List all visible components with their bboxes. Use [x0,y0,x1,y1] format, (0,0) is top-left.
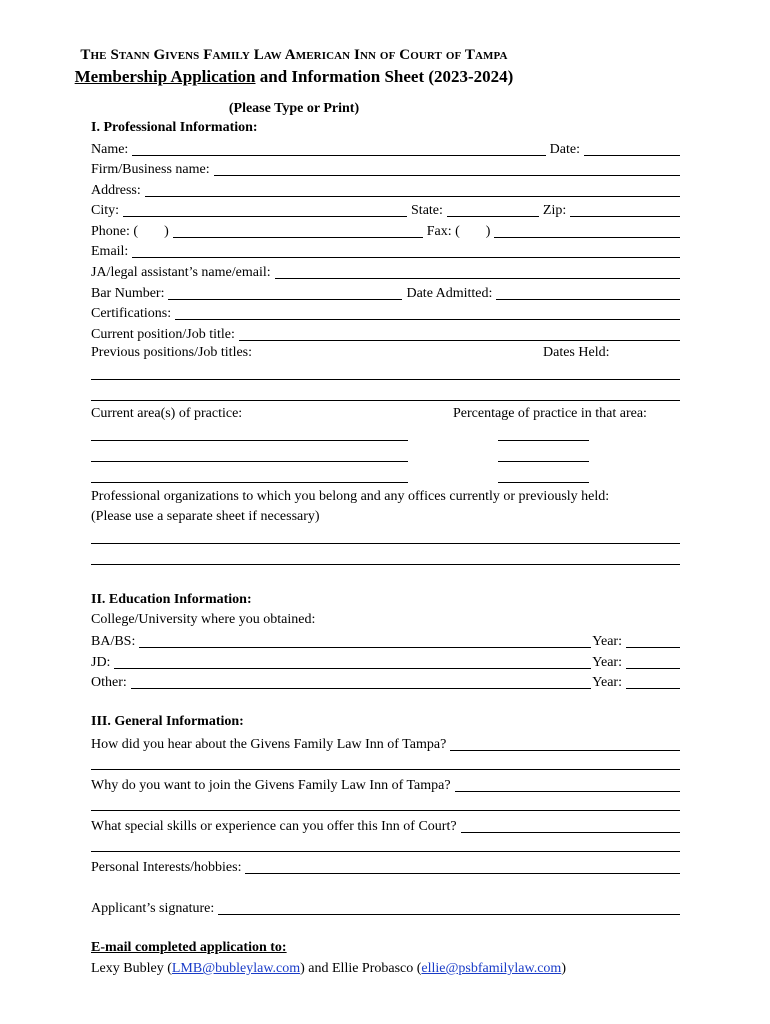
date-field[interactable] [584,142,680,156]
phone-field[interactable] [173,224,423,238]
name-row [91,140,680,158]
dates-held-label: Dates Held: [543,345,610,360]
fax-field[interactable] [494,224,680,238]
practice-area-label: Current area(s) of practice: [91,406,243,421]
percentage-label: Percentage of practice in that area: [453,406,647,421]
q1-line-2[interactable] [91,769,680,770]
address-row [91,181,680,199]
email-row [91,242,680,260]
q1-field[interactable] [450,737,680,751]
contact-name-1: Lexy Bubley ( [91,961,172,976]
contact-mid: ) and Ellie Probasco ( [300,961,422,976]
jd-label: JD: [91,655,111,670]
signature-row [91,899,680,917]
ja-label: JA/legal assistant’s name/email: [91,265,271,280]
phone-label: Phone: ( [91,224,139,239]
ba-year-label: Year: [592,634,622,649]
previous-positions-line-2[interactable] [91,400,680,401]
zip-label: Zip: [542,203,567,218]
q2-field[interactable] [455,778,680,792]
city-field[interactable] [123,203,407,217]
footer-contacts [91,961,566,977]
phone-row [91,222,680,240]
orgs-note: (Please use a separate sheet if necessary) [91,509,320,524]
other-label: Other: [91,675,127,690]
signature-label: Applicant’s signature: [91,901,215,916]
q1-row [91,735,680,753]
q3-line-2[interactable] [91,851,680,852]
jd-year-label: Year: [592,655,622,670]
name-field[interactable] [132,142,545,156]
orgs-label: Professional organizations to which you belong and any offices currently or previously held: [91,489,610,504]
interests-label: Personal Interests/hobbies: [91,860,242,875]
percentage-line-1[interactable] [498,440,589,441]
practice-area-line-2[interactable] [91,461,408,462]
jd-field[interactable] [114,655,591,669]
q3-label: What special skills or experience can you offer this Inn of Court? [91,819,457,834]
previous-positions-line-1[interactable] [91,379,680,380]
current-position-row [91,325,680,343]
bar-label: Bar Number: [91,286,165,301]
previous-positions-label: Previous positions/Job titles: [91,345,253,360]
ba-label: BA/BS: [91,634,136,649]
other-row [91,673,680,691]
email-link-1[interactable]: LMB@bubleylaw.com [171,961,301,976]
practice-area-line-1[interactable] [91,440,408,441]
jd-row [91,653,680,671]
bar-row [91,284,680,302]
date-label: Date: [549,142,580,157]
ja-field[interactable] [275,265,680,279]
q1-label: How did you hear about the Givens Family Law Inn of Tampa? [91,737,447,752]
certs-field[interactable] [175,306,680,320]
other-field[interactable] [131,675,592,689]
form-title-rest: and Information Sheet (2023-2024) [255,67,514,86]
contact-end: ) [561,961,566,976]
q2-line-2[interactable] [91,810,680,811]
other-year-field[interactable] [626,675,680,689]
org-title [0,47,679,64]
section1-heading: I. Professional Information: [91,120,258,135]
orgs-line-1[interactable] [91,543,680,544]
interests-row [91,858,680,876]
ba-field[interactable] [139,634,591,648]
state-label: State: [411,203,443,218]
name-label: Name: [91,142,129,157]
signature-field[interactable] [218,901,680,915]
admitted-field[interactable] [496,286,680,300]
firm-label: Firm/Business name: [91,162,210,177]
ja-row [91,263,680,281]
email-field[interactable] [132,244,680,258]
current-position-field[interactable] [239,327,680,341]
percentage-line-2[interactable] [498,461,589,462]
email-link-2[interactable]: ellie@psbfamilylaw.com [421,961,562,976]
firm-field[interactable] [214,162,680,176]
college-label: College/University where you obtained: [91,612,316,627]
email-label: Email: [91,244,129,259]
q3-row [91,817,680,835]
orgs-line-2[interactable] [91,564,680,565]
current-position-label: Current position/Job title: [91,327,235,342]
address-label: Address: [91,183,141,198]
q2-label: Why do you want to join the Givens Family Law Inn of Tampa? [91,778,451,793]
instruction: (Please Type or Print) [228,101,360,116]
ba-year-field[interactable] [626,634,680,648]
section2-heading: II. Education Information: [91,592,252,607]
ba-row [91,632,680,650]
footer-heading: E-mail completed application to: [91,940,287,955]
form-title [0,67,679,87]
city-row [91,201,680,219]
state-field[interactable] [447,203,539,217]
zip-field[interactable] [570,203,680,217]
certs-row [91,304,680,322]
firm-row [91,160,680,178]
bar-field[interactable] [168,286,402,300]
admitted-label: Date Admitted: [406,286,493,301]
form-title-underlined: Membership Application [74,67,256,86]
fax-paren: ) [485,224,491,239]
fax-label: Fax: ( [426,224,460,239]
section3-heading: III. General Information: [91,714,244,729]
other-year-label: Year: [592,675,622,690]
phone-paren: ) [164,224,169,239]
percentage-line-3[interactable] [498,482,589,483]
certs-label: Certifications: [91,306,172,321]
jd-year-field[interactable] [626,655,680,669]
interests-field[interactable] [245,860,680,874]
q3-field[interactable] [461,819,680,833]
city-label: City: [91,203,120,218]
q2-row [91,776,680,794]
org-title-text: The Stann Givens Family Law American Inn of Court of Tampa [80,47,508,63]
practice-area-line-3[interactable] [91,482,408,483]
address-field[interactable] [145,183,680,197]
